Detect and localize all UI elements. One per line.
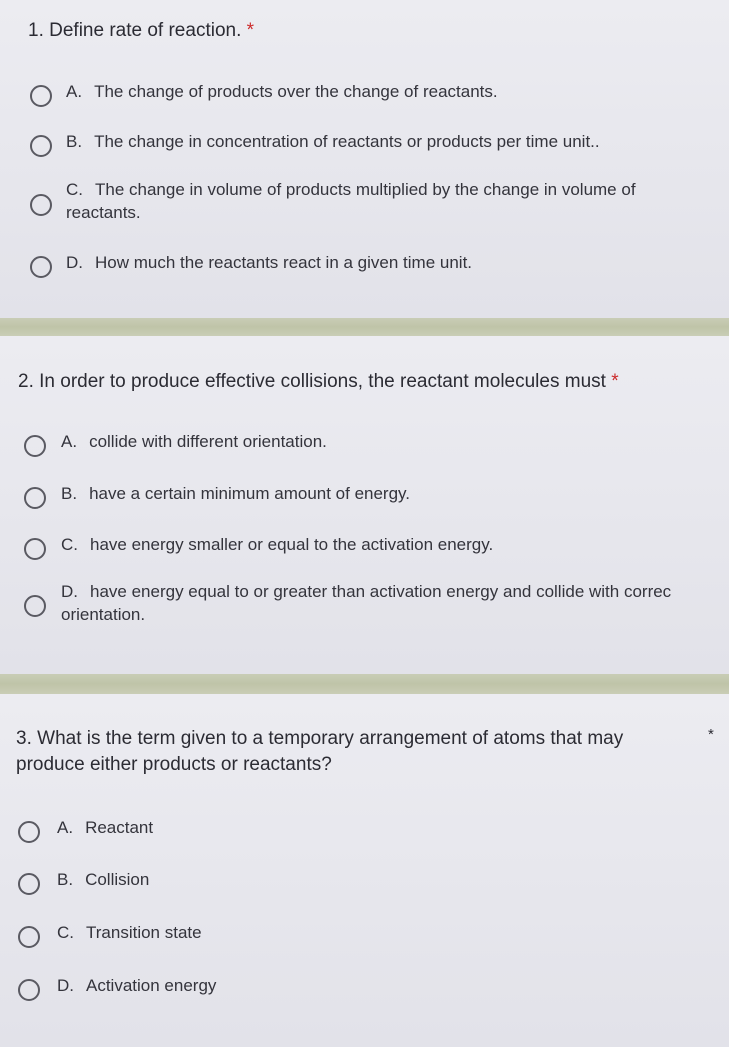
section-divider — [0, 674, 729, 694]
required-star: * — [246, 20, 255, 41]
option-label: B. Collision — [57, 870, 150, 889]
option-label: C. have energy smaller or equal to the activation energy. — [61, 535, 494, 554]
radio-button[interactable] — [30, 85, 52, 107]
radio-button[interactable] — [24, 435, 46, 457]
option-label: D. Activation energy — [57, 976, 217, 995]
option-label: A. Reactant — [57, 818, 154, 837]
question-text: In order to produce effective collisions, the reactant molecules must — [39, 371, 606, 392]
question-card-3 — [0, 694, 729, 1047]
question-title-2 — [18, 371, 619, 393]
question-text: What is the term given to a temporary arrangement of atoms that may — [37, 728, 624, 749]
option-label-continuation: orientation. — [61, 605, 146, 624]
option-label: C. Transition state — [57, 923, 202, 942]
question-title-3 — [16, 728, 623, 750]
radio-button[interactable] — [18, 821, 40, 843]
section-divider — [0, 318, 729, 336]
question-title-1 — [28, 20, 254, 42]
radio-button[interactable] — [30, 256, 52, 278]
radio-button[interactable] — [24, 595, 46, 617]
question-number: 3. — [16, 728, 32, 749]
question-number: 2. — [18, 371, 34, 392]
option-label: D. How much the reactants react in a given time unit. — [66, 253, 473, 272]
question-number: 1. — [28, 20, 44, 41]
option-label: C. The change in volume of products multiplied by the change in volume of — [66, 180, 636, 199]
radio-button[interactable] — [18, 873, 40, 895]
radio-button[interactable] — [18, 926, 40, 948]
radio-button[interactable] — [18, 979, 40, 1001]
radio-button[interactable] — [24, 538, 46, 560]
radio-button[interactable] — [30, 194, 52, 216]
option-label: B. have a certain minimum amount of energy. — [61, 484, 411, 503]
option-label: D. have energy equal to or greater than activation energy and collide with correc — [61, 582, 672, 601]
required-star: * — [708, 726, 714, 743]
option-label: A. collide with different orientation. — [61, 432, 327, 451]
option-label: B. The change in concentration of reactants or products per time unit.. — [66, 132, 600, 151]
question-card-1 — [0, 0, 729, 318]
required-star: * — [611, 371, 619, 392]
option-label: A. The change of products over the change of reactants. — [66, 82, 498, 101]
question-text: Define rate of reaction. — [49, 20, 242, 41]
question-card-2 — [0, 336, 729, 674]
option-label-continuation: reactants. — [66, 203, 141, 222]
question-title-3-continuation: produce either products or reactants? — [16, 754, 332, 775]
radio-button[interactable] — [24, 487, 46, 509]
radio-button[interactable] — [30, 135, 52, 157]
